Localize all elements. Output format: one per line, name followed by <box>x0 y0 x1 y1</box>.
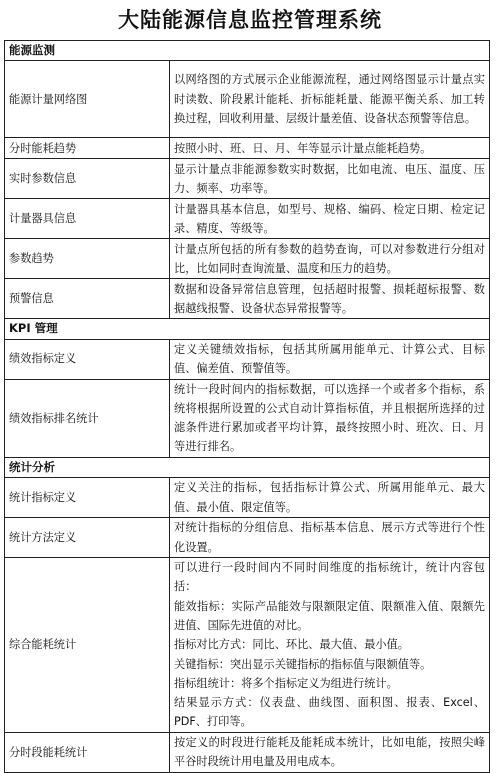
document-title: 大陆能源信息监控管理系统 <box>118 8 382 32</box>
feature-name: 综合能耗统计 <box>5 558 170 733</box>
document-page <box>0 1 500 769</box>
section-header-row <box>5 41 490 61</box>
feature-description: 按照小时、班、日、月、年等显示计量点能耗趋势。 <box>170 138 490 159</box>
feature-description: 数据和设备异常信息管理，包括超时报警、损耗超标报警、数据越线报警、设备状态异常报警等。 <box>170 279 490 319</box>
description-line: 可以进行一段时间内不同时间维度的指标统计，统计内容包括： <box>174 561 485 594</box>
feature-description: 按定义的时段进行能耗及能耗成本统计，比如电能，按照尖峰平谷时段统计用电量及用电成本。 <box>170 732 490 772</box>
table-row <box>5 239 490 279</box>
section-header-row <box>5 457 490 477</box>
feature-description: 以网络图的方式展示企业能源流程，通过网络图显示计量点实时读数、阶段累计能耗、折标能耗量、能源平衡关系、加工转换过程，回收利用量、层级计量差值、设备状态预警等信息。 <box>170 61 490 138</box>
table-row <box>5 558 490 733</box>
description-line: 能效指标：实际产品能效与限额限定值、限额准入值、限额先进值、国际先进值的对比。 <box>174 599 485 632</box>
feature-name: 绩效指标排名统计 <box>5 379 170 457</box>
feature-name: 参数趋势 <box>5 239 170 279</box>
feature-name: 计量器具信息 <box>5 199 170 239</box>
description-line: 结果显示方式：仪表盘、曲线图、面积图、报表、Excel、PDF、打印等。 <box>174 696 485 729</box>
feature-name: 能源计量网络图 <box>5 61 170 138</box>
table-row <box>5 199 490 239</box>
feature-name: 统计指标定义 <box>5 478 170 518</box>
feature-name: 绩效指标定义 <box>5 339 170 379</box>
table-row <box>5 279 490 319</box>
feature-description: 对统计指标的分组信息、指标基本信息、展示方式等进行个性化设置。 <box>170 518 490 558</box>
table-row <box>5 159 490 199</box>
description-line: 关键指标：突出显示关键指标的指标值与限额值等。 <box>174 657 432 671</box>
feature-name: 预警信息 <box>5 279 170 319</box>
feature-description <box>170 558 490 733</box>
section-header-energy-monitoring: 能源监测 <box>5 41 490 61</box>
feature-description: 统计一段时间内的指标数据，可以选择一个或者多个指标，系统将根据所设置的公式自动计算指标值，并且根据所选择的过滤条件进行累加或者平均计算，最终按照小时、班次、日、月等进行排名。 <box>170 379 490 457</box>
feature-name: 统计方法定义 <box>5 518 170 558</box>
table-row <box>5 518 490 558</box>
table-row <box>5 138 490 159</box>
section-header-statistical-analysis: 统计分析 <box>5 457 490 477</box>
table-row <box>5 732 490 772</box>
table-row <box>5 339 490 379</box>
feature-description: 定义关键绩效指标，包括其所属用能单元、计算公式、目标值、偏差值、预警值等。 <box>170 339 490 379</box>
feature-name: 分时段能耗统计 <box>5 732 170 772</box>
feature-name: 实时参数信息 <box>5 159 170 199</box>
feature-description: 计量器具基本信息，如型号、规格、编码、检定日期、检定记录、精度、等级等。 <box>170 199 490 239</box>
feature-description: 计量点所包括的所有参数的趋势查询，可以对参数进行分组对比，比如同时查询流量、温度和压力的趋势。 <box>170 239 490 279</box>
section-header-row <box>5 319 490 339</box>
feature-name: 分时能耗趋势 <box>5 138 170 159</box>
table-row <box>5 478 490 518</box>
description-line: 指标组统计：将多个指标定义为组进行统计。 <box>174 676 398 690</box>
feature-table <box>4 40 490 773</box>
section-header-kpi-management: KPI 管理 <box>5 319 490 339</box>
table-row <box>5 379 490 457</box>
table-row <box>5 61 490 138</box>
feature-description: 显示计量点非能源参数实时数据，比如电流、电压、温度、压力、频率、功率等。 <box>170 159 490 199</box>
feature-description: 定义关注的指标，包括指标计算公式、所属用能单元、最大值、最小值、限定值等。 <box>170 478 490 518</box>
description-line: 指标对比方式：同比、环比、最大值、最小值。 <box>174 638 409 652</box>
